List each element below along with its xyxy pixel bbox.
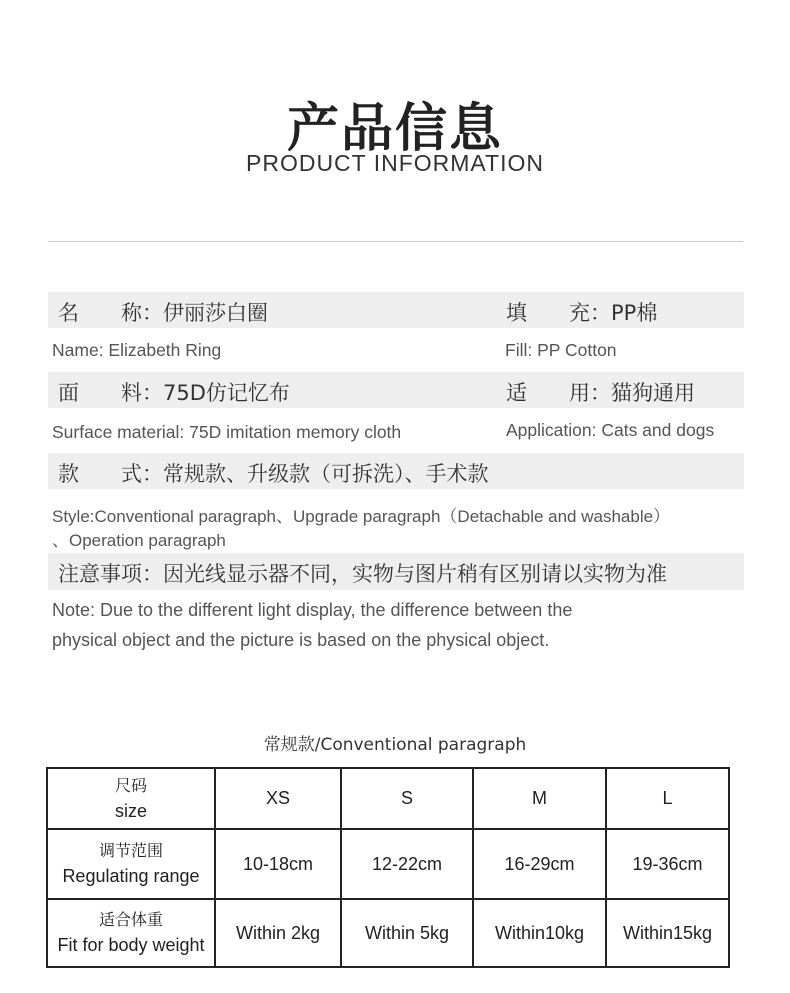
- divider: [48, 241, 743, 242]
- application-label-cn: 适 用：猫狗通用: [506, 381, 695, 405]
- table-row: [47, 899, 729, 967]
- weight-cell: Within 2kg: [215, 899, 341, 967]
- row-label-cn: 适合体重: [98, 912, 163, 929]
- table-row: [47, 768, 729, 829]
- row-label-en: Regulating range: [62, 866, 200, 886]
- size-header-en: size: [114, 800, 147, 821]
- row-label-en: Fit for body weight: [57, 935, 205, 955]
- size-cell: S: [341, 768, 473, 829]
- note-en-line2: physical object and the picture is based on the physical object.: [52, 630, 550, 650]
- fill-label-en: Fill: PP Cotton: [505, 340, 617, 360]
- size-table: [46, 767, 730, 968]
- page-subtitle: PRODUCT INFORMATION: [246, 150, 544, 176]
- surface-label-cn: 面 料：75D仿记忆布: [58, 381, 290, 405]
- note-en-line1: Note: Due to the different light display, the difference between the: [52, 600, 573, 620]
- table-row: [47, 829, 729, 899]
- name-label-cn: 名 称：伊丽莎白圈: [58, 301, 268, 325]
- style-label-en-line2: 、Operation paragraph: [52, 531, 226, 550]
- row-label-cell: [47, 899, 215, 967]
- size-cell: L: [606, 768, 729, 829]
- size-table-caption: 常规款/Conventional paragraph: [263, 735, 527, 755]
- page-title: 产品信息: [286, 99, 503, 159]
- surface-label-en: Surface material: 75D imitation memory cloth: [52, 422, 402, 442]
- application-label-en: Application: Cats and dogs: [506, 420, 715, 440]
- style-label-cn: 款 式：常规款、升级款（可拆洗）、手术款: [58, 462, 489, 486]
- weight-cell: Within10kg: [473, 899, 606, 967]
- weight-cell: Within 5kg: [341, 899, 473, 967]
- row-label-cn: 调节范围: [98, 843, 163, 860]
- style-label-en-line1: Style:Conventional paragraph、Upgrade paragraph（Detachable and washable）: [52, 507, 671, 526]
- size-header-cell: [47, 768, 215, 829]
- range-cell: 19-36cm: [606, 829, 729, 899]
- range-cell: 16-29cm: [473, 829, 606, 899]
- size-header-cn: 尺码: [114, 777, 147, 795]
- note-label-cn: 注意事项：因光线显示器不同，实物与图片稍有区别请以实物为准: [58, 562, 667, 586]
- row-label-cell: [47, 829, 215, 899]
- fill-label-cn: 填 充：PP棉: [506, 301, 658, 325]
- size-cell: XS: [215, 768, 341, 829]
- weight-cell: Within15kg: [606, 899, 729, 967]
- name-label-en: Name: Elizabeth Ring: [52, 340, 222, 360]
- range-cell: 12-22cm: [341, 829, 473, 899]
- range-cell: 10-18cm: [215, 829, 341, 899]
- size-cell: M: [473, 768, 606, 829]
